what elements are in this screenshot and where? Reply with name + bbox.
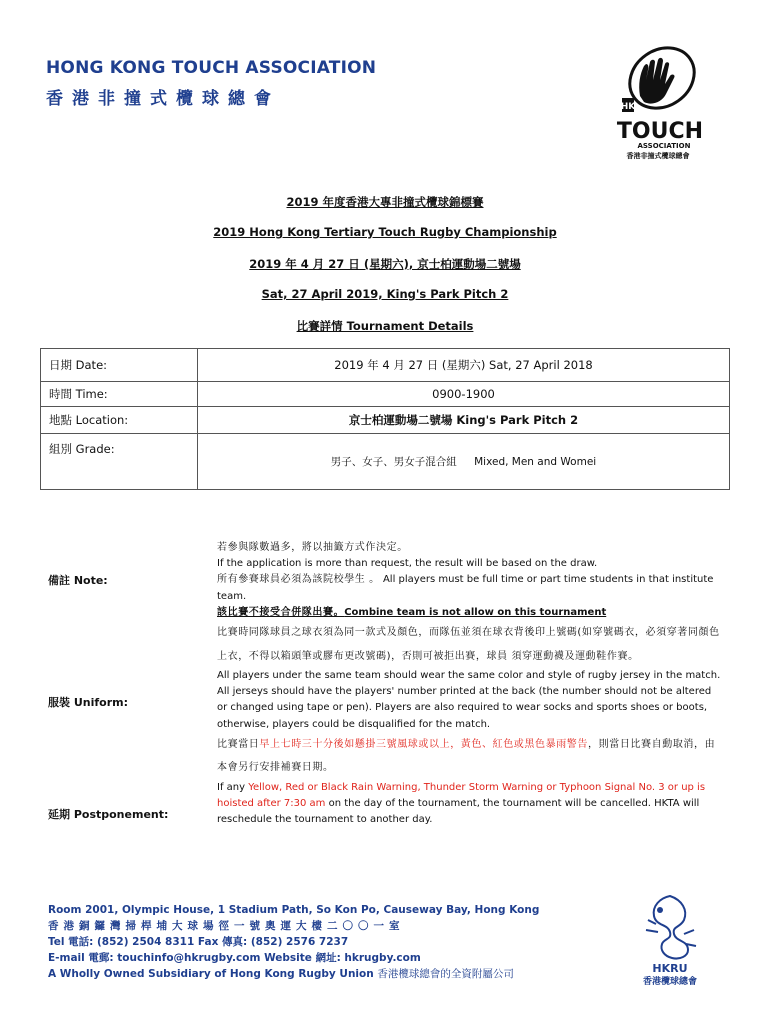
grade-value bbox=[198, 434, 730, 490]
hand-rugby-ball-icon bbox=[600, 40, 710, 164]
location-label: 地點 Location: bbox=[41, 407, 198, 434]
note-zh-3: 該比賽不接受合併隊出賽。 bbox=[217, 606, 345, 618]
note-en-3: Combine team is not allow on this tournament bbox=[344, 606, 607, 618]
subsidiary-line bbox=[48, 966, 539, 982]
date-venue-en: Sat, 27 April 2019, King's Park Pitch 2 bbox=[261, 287, 509, 301]
section-heading: 比賽詳情 Tournament Details bbox=[296, 319, 474, 333]
time-value: 0900-1900 bbox=[198, 382, 730, 407]
note-en-2: All players must be full time or part time students in that institute team. bbox=[217, 574, 714, 602]
postponement-en-b: on the day of the tournament, the tournament will be cancelled. HKTA will reschedule the tournament to another day. bbox=[217, 798, 700, 826]
title-en: 2019 Hong Kong Tertiary Touch Rugby Championship bbox=[213, 225, 557, 239]
email-website: E-mail 電郵: touchinfo@hkrugby.com Website 網址: hkrugby.com bbox=[48, 952, 421, 964]
date-label: 日期 Date: bbox=[41, 349, 198, 382]
postponement-en-a: If any bbox=[217, 781, 249, 793]
hkru-logo bbox=[630, 890, 710, 986]
svg-text:HK: HK bbox=[620, 102, 636, 112]
grade-label: 組別 Grade: bbox=[41, 434, 198, 490]
note-line-3 bbox=[217, 605, 722, 621]
date-venue-zh: 2019 年 4 月 27 日 (星期六), 京士柏運動場二號場 bbox=[249, 257, 521, 271]
tournament-details-table bbox=[40, 348, 730, 490]
subsidiary-en: A Wholly Owned Subsidiary of Hong Kong Rugby Union bbox=[48, 968, 374, 980]
tel-fax: Tel 電話: (852) 2504 8311 Fax 傳真: (852) 2576 7237 bbox=[48, 936, 349, 948]
svg-text:香港欖球總會: 香港欖球總會 bbox=[642, 977, 698, 986]
postponement-zh-b: ，則當日比賽自動取消，由本會另行安排補賽日期。 bbox=[217, 738, 716, 774]
time-row bbox=[41, 382, 730, 407]
postponement-zh-warning: 早上七時三十分後如懸掛三號風球或以上，黃色、紅色或黑色暴雨警告 bbox=[259, 738, 589, 750]
subsidiary-zh: 香港欖球總會的全資附屬公司 bbox=[377, 968, 514, 980]
location-row bbox=[41, 407, 730, 434]
footer-contact bbox=[48, 902, 539, 982]
grade-row bbox=[41, 434, 730, 490]
address-zh: 香港銅鑼灣掃桿埔大球場徑一號奧運大樓二〇〇一室 bbox=[48, 920, 405, 932]
association-name-zh: 香港非撞式欖球總會 bbox=[46, 89, 280, 109]
note-en-1: If the application is more than request, the result will be based on the draw. bbox=[217, 558, 598, 570]
time-label: 時間 Time: bbox=[41, 382, 198, 407]
postponement-label: 延期 Postponement: bbox=[48, 808, 169, 821]
note-line-2 bbox=[217, 572, 722, 604]
note-zh-2: 所有參賽球員必須為該院校學生 。 bbox=[217, 574, 380, 586]
date-value: 2019 年 4 月 27 日 (星期六) Sat, 27 April 2018 bbox=[198, 349, 730, 382]
location-value: 京士柏運動場二號場 King's Park Pitch 2 bbox=[198, 407, 730, 434]
svg-text:HKRU: HKRU bbox=[652, 962, 688, 975]
title-zh: 2019 年度香港大專非撞式欖球錦標賽 bbox=[286, 195, 484, 209]
grade-value-zh: 男子、女子、男女子混合組 bbox=[330, 456, 457, 468]
svg-text:香港非撞式欖球總會: 香港非撞式欖球總會 bbox=[626, 152, 690, 160]
postponement-zh-a: 比賽當日 bbox=[217, 738, 260, 750]
date-row bbox=[41, 349, 730, 382]
address-en: Room 2001, Olympic House, 1 Stadium Path, So Kon Po, Causeway Bay, Hong Kong bbox=[48, 904, 540, 916]
postponement-en bbox=[217, 780, 722, 829]
svg-text:ASSOCIATION: ASSOCIATION bbox=[637, 142, 691, 150]
postponement-en-warning: Yellow, Red or Black Rain Warning, Thunder Storm Warning or Typhoon Signal No. 3 or up is hoisted after 7:30 am bbox=[217, 781, 706, 810]
dragon-crest-icon bbox=[630, 890, 710, 986]
grade-value-en: Mixed, Men and Womei bbox=[474, 456, 597, 468]
note-label: 備註 Note: bbox=[48, 574, 108, 587]
association-name-en: HONG KONG TOUCH ASSOCIATION bbox=[46, 58, 377, 78]
note-zh-1: 若參與隊數過多，將以抽籤方式作決定。 bbox=[217, 542, 408, 553]
postponement-zh bbox=[217, 733, 722, 780]
uniform-zh: 比賽時同隊球員之球衣須為同一款式及顏色，而隊伍並須在球衣背後印上號碼(如穿號碼衣，必須穿著同顏色上衣，不得以箱頭筆或膠布更改號碼)，否則可被拒出賽，球員 須穿運動襪及運動鞋作賽。 bbox=[217, 627, 720, 662]
hkta-logo bbox=[600, 40, 710, 164]
uniform-en: All players under the same team should wear the same color and style of rugby jersey in the match. All jerseys should have the players' number printed at the back (the number should not be altered or changed using tape or pen). Players are also required to wear socks and sports shoes or boots, otherwise, players could be disqualified for the match. bbox=[217, 670, 721, 730]
uniform-label: 服裝 Uniform: bbox=[48, 696, 128, 709]
notes-body bbox=[217, 540, 722, 828]
svg-text:TOUCH: TOUCH bbox=[616, 119, 704, 144]
